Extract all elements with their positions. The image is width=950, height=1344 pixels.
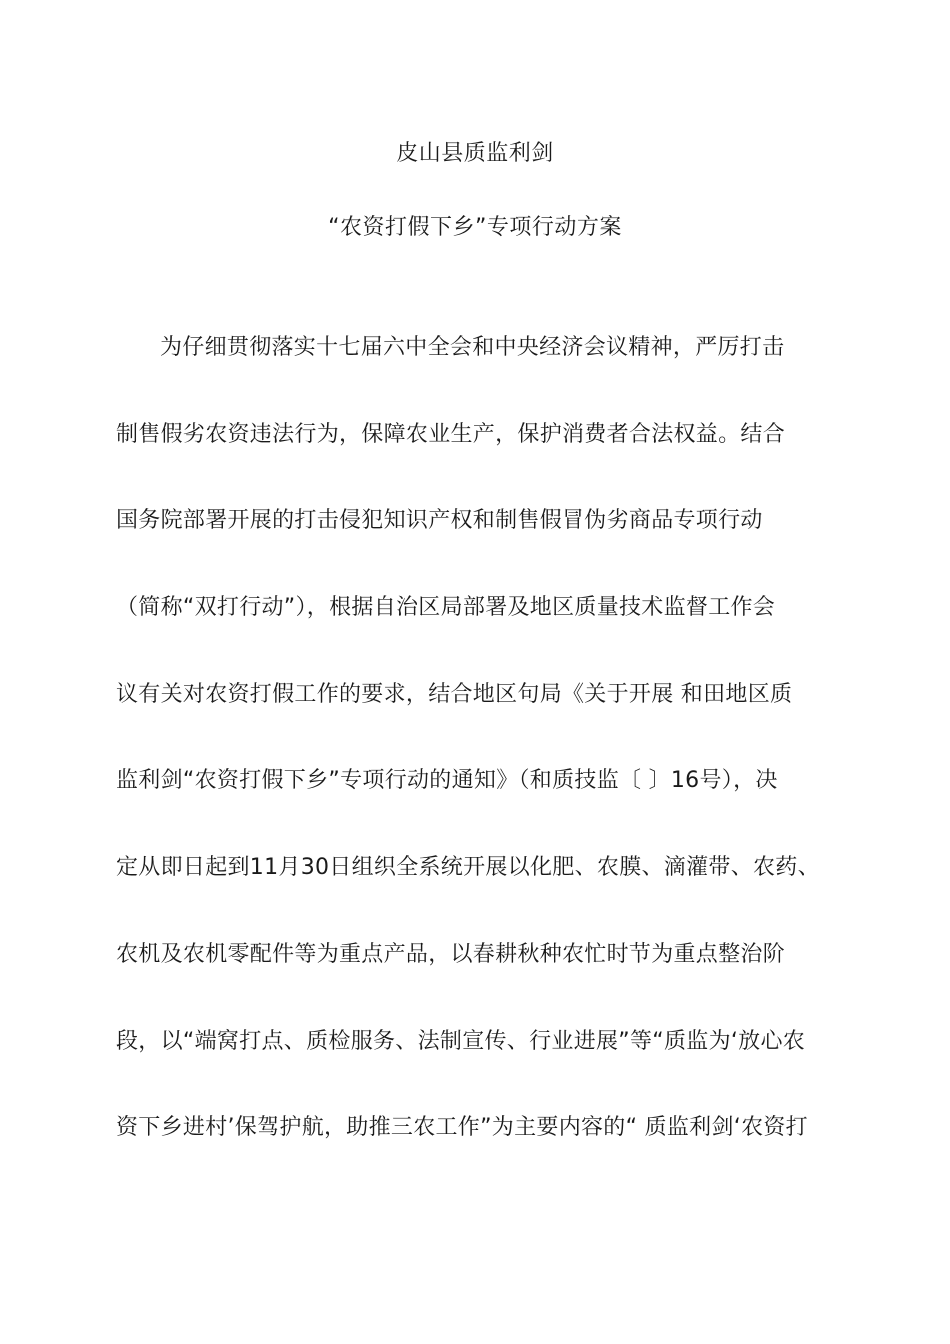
body-paragraph xyxy=(116,318,846,1185)
body-line: 监利剑“农资打假下乡”专项行动的通知》（和质技监〔 〕16号），决 xyxy=(116,768,778,794)
body-line: 农机及农机零配件等为重点产品，以春耕秋种农忙时节为重点整治阶 xyxy=(116,941,786,967)
body-line: 为仔细贯彻落实十七届六中全会和中央经济会议精神，严厉打击 xyxy=(160,335,785,360)
body-line: 制售假劣农资违法行为，保障农业生产，保护消费者合法权益。结合 xyxy=(116,421,786,447)
body-line: 段，以“端窝打点、质检服务、法制宣传、行业进展”等“质监为‘放心农 xyxy=(116,1028,806,1054)
body-line: 议有关对农资打假工作的要求，结合地区句局《关于开展 和田地区质 xyxy=(116,681,793,707)
body-line: 资下乡进村’保驾护航，助推三农工作”为主要内容的“ 质监利剑‘农资打 xyxy=(116,1115,808,1141)
body-line: 国务院部署开展的打击侵犯知识产权和制售假冒伪劣商品专项行动 xyxy=(116,508,763,534)
body-line: （简称“双打行动”），根据自治区局部署及地区质量技术监督工作会 xyxy=(116,595,776,621)
body-line: 定从即日起到11月30日组织全系统开展以化肥、农膜、滴灌带、农药、 xyxy=(116,855,820,881)
document-title-line-2: “农资打假下乡”专项行动方案 xyxy=(328,215,622,240)
document-title-line-1: 皮山县质监利剑 xyxy=(396,141,554,166)
